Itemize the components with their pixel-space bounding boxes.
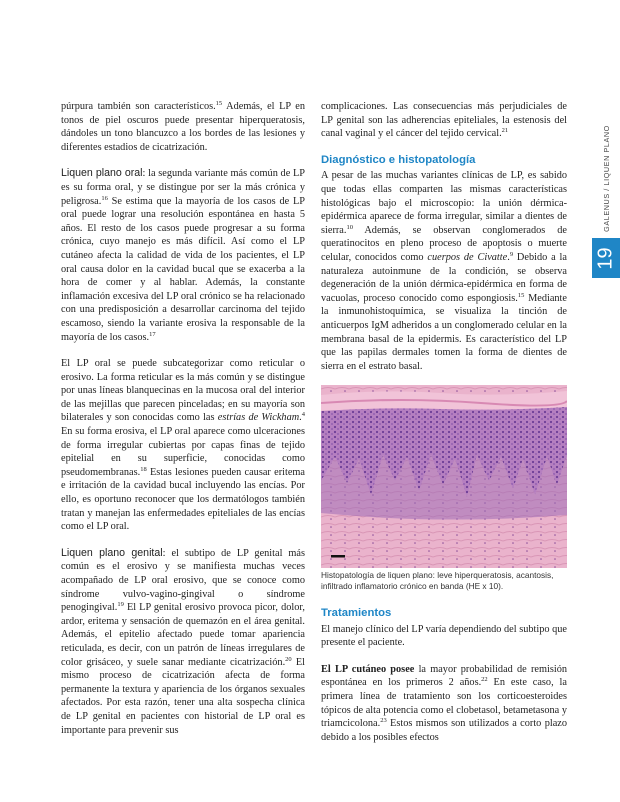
citation: 22 <box>481 676 488 684</box>
paragraph-genital-lichen: Liquen plano genital: el subtipo de LP genital más común es el erosivo y se manifiesta muchas veces acompañado de LP oral erosivo, que se conoce como síndrome vulvo-vagino-gingival o síndrome penogingival.$^{19}$ El LP genital erosivo provoca picor, dolor, ardor, eritema y sensación de quemazón en el área genital. Además, el epitelio afectado puede tomar apariencia reticulada, es decir, con un patrón de líneas irregulares de color grisáceo, y suele sanar mediante cicatrización.$^{20}$ El mismo proceso de cicatrización afecta de forma permanente la textura y apariencia de los órganos sexuales afectados. Por esta razón, tener una alta sospecha clínica de LP genital en pacientes con historial de LP oral es importante para prevenir sus <box>61 546 305 736</box>
section-heading-treatments: Tratamientos <box>321 607 392 620</box>
citation: 17 <box>149 330 156 338</box>
running-header: GALENUS / LIQUEN PLANO <box>601 124 611 232</box>
citation: 10 <box>346 223 353 231</box>
page-number-tab <box>592 238 620 278</box>
run-in-heading: Liquen plano oral <box>61 167 143 180</box>
citation: 18 <box>140 465 147 473</box>
section-heading-diagnosis: Diagnóstico e histopatología <box>321 153 476 166</box>
paragraph: púrpura también son característicos.$^{15}$ Además, el LP en tonos de piel oscuros puede presentar hiperqueratosis, dándoles un tono blancuzco a los bordes de las lesiones y diferentes estadios de cicatrización. <box>61 100 305 153</box>
citation: 19 <box>117 601 124 609</box>
citation: 21 <box>501 127 509 135</box>
right-column <box>321 100 567 757</box>
run-in-heading: Liquen plano genital <box>61 546 163 559</box>
citation: 23 <box>380 717 387 725</box>
left-column <box>61 100 305 750</box>
citation: 20 <box>285 655 292 663</box>
paragraph: A pesar de las muchas variantes clínicas de LP, es sabido que todas ellas comparten las mismas características histológicas bajo el microscopio: la unión dérmica-epidérmica aparece de forma irregular, similar a dientes de sierra.$^{10}$ Además, se observan conglomerados de queratinocitos en pleno proceso de apoptosis o muerte celular, conocidos como cuerpos de Civatte.$^9$ Debido a la naturaleza autoinmune de la condición, se observa degeneración de la unión dérmica-epidérmica en forma de vacuolas, proceso conocido como espongiosis.$^{15}$ Mediante la inmunohistoquímica, se visualiza la tinción de anticuerpos IgM adheridos a un conglomerado celular en la membrana basal de la epidermis. Es característico del LP que las papilas dermales tomen la forma de dientes de sierra en el estrato basal. <box>321 170 567 372</box>
paragraph: El LP cutáneo posee la mayor probabilidad de remisión espontánea en los primeros 2 años.$^{22}$ En este caso, la primera línea de tratamiento son los corticoesteroides tópicos de alta potencia como el clobetasol, betametasona y triamcicolona.$^{23}$ Estos mismos son utilizados a corto plazo debido a los posibles efectos <box>321 663 567 743</box>
histopathology-image <box>321 385 567 568</box>
paragraph: El manejo clínico del LP varía dependiendo del subtipo que presente el paciente. <box>321 623 567 649</box>
page-number: 19 <box>594 246 617 270</box>
citation: 16 <box>101 194 108 202</box>
paragraph: complicaciones. Las consecuencias más perjudiciales de LP genital son las adherencias epiteliales, la estenosis del canal vaginal y el cáncer del tejido cervical.$^{21}$ <box>321 101 567 140</box>
citation: 4 <box>301 411 305 419</box>
paragraph: El LP oral se puede subcategorizar como reticular o erosivo. La forma reticular es la más común y se distingue por unas líneas blanquecinas en la mucosa oral del interior de las mejillas que parecen pinceladas; en su mayoría son bilaterales y son conocidas como las estrías de Wickham.$^4$ En su forma erosiva, el LP oral aparece como ulceraciones de forma irregular cubiertas por capas finas de tejido epitelial en su superficie, conocidas como pseudomembranas.$^{18}$ Estas lesiones pueden causar eritema e irritación de la cavidad bucal incluyendo las encías. Por ello, es oportuno reconocer que los dermatólogos también tratan y manejan las enfermedades epiteliales de las encías como el LP oral. <box>61 358 305 533</box>
citation: 15 <box>517 291 525 299</box>
figure-caption: Histopatología de liquen plano: leve hiperqueratosis, acantosis, infiltrado inflamatorio crónico en banda (HE x 10). <box>321 570 554 591</box>
citation: 15 <box>215 100 223 107</box>
paragraph-oral-lichen: Liquen plano oral: la segunda variante más común de LP es su forma oral, y se distingue por ser la más crónica y peligrosa.$^{16}$ Se estima que la mayoría de los casos de LP oral puede lograr una resolución espontánea en hasta 5 años. El resto de los casos puede progresar a su forma crónica, cuyo manejo es más difícil. Así como el LP cutáneo afecta la calidad de vida de los pacientes, el LP oral causa dolor en la cavidad bucal que se exacerba a la hora de comer y al hablar. Además, la constante inflamación excesiva del LP oral crónico se ha relacionado con una predisposición a desarrollar carcinoma del tejido escamoso, siendo la variante erosiva la responsable de la mayoría de los casos.$^{17}$ <box>61 167 305 343</box>
citation: 9 <box>509 250 514 258</box>
